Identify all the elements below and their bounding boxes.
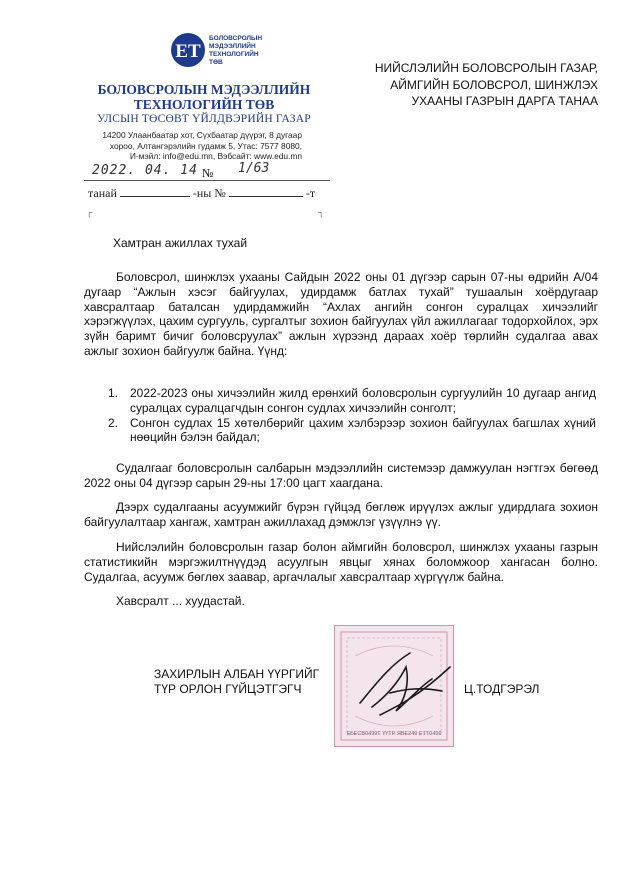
letter-date: 2022. 04. 14 <box>92 163 198 178</box>
address-line: 14200 Улаанбаатар хот, Сүхбаатар дүүрэг, 8 дугаар <box>102 130 302 140</box>
paragraph-text: Хавсралт ... хуудастай. <box>116 594 245 608</box>
attachment-note <box>84 594 598 609</box>
signatory-title-line: ЗАХИРЛЫН АЛБАН ҮҮРГИЙГ <box>154 667 320 681</box>
signatory-name: Ц.ТОДГЭРЭЛ <box>464 682 540 696</box>
handwritten-signature <box>350 645 460 725</box>
signatory-title <box>154 667 319 697</box>
reply-suffix: -т <box>305 186 316 200</box>
org-logo <box>168 30 288 70</box>
corner-mark-left: ┌ <box>86 207 93 217</box>
list-number: 1. <box>108 386 119 400</box>
reply-reference <box>88 186 315 201</box>
letter-subject: Хамтран ажиллах тухай <box>113 236 248 250</box>
org-logo-mark <box>168 30 288 70</box>
date-underline <box>84 180 330 181</box>
letter-number: 1/63 <box>238 161 270 176</box>
reply-date-blank <box>120 196 190 197</box>
reply-prefix: танай <box>88 186 117 200</box>
number-label: № <box>202 166 214 180</box>
corner-mark-right: ┐ <box>318 207 325 217</box>
logo-text-line: ТЕХНОЛОГИЙН <box>209 51 259 58</box>
body-paragraph-1 <box>84 270 598 359</box>
paragraph-text: Дээрх судалгааны асуумжийг бүрэн гүйцэд бөглөж ирүүлэх ажлыг удирдлага зохион байгуулалтаар хангаж, хамтран ажиллахад дэмжлэг үзүүлнэ үү. <box>84 500 598 529</box>
signatory-title-line: ТҮР ОРЛОН ГҮЙЦЭТГЭГЧ <box>154 682 302 696</box>
org-address <box>96 130 302 162</box>
org-name-line1: БОЛОВСРОЛЫН МЭДЭЭЛЛИЙН <box>97 82 311 97</box>
reply-number-blank <box>229 196 303 197</box>
paragraph-text: Боловсрол, шинжлэх ухааны Сайдын 2022 оны 01 дүгээр сарын 07-ны өдрийн А/04 дугаар “Ажлын хэсэг байгуулах, удирдамж батлах тухай” тушаалын хоёрдугаар хавсралтаар баталсан удирдамжийн “Ахлах ангийн сонгон суралцах хичээлийг хэрэгжүүлэх, цахим сургууль, сургалтыг зохион байгуулах үйл ажиллагааг тодорхойлох, эрх зүйн баримт бичиг боловсруулах” ажлын хүрээнд дараах хоёр төрлийн судалгаа авах ажлыг зохион байгуулж байна. Үүнд: <box>84 270 598 358</box>
list-text: Сонгон судлах 15 хөтөлбөрийг цахим хэлбэрээр зохион байгуулах багшлах хүний нөөцийн бэлэн байдал; <box>130 415 596 445</box>
body-paragraph-2 <box>84 461 598 491</box>
address-line: И-мэйл: info@edu.mn, Вэбсайт: www.edu.mn <box>129 151 302 161</box>
logo-mark-text: ЕТ <box>175 41 201 62</box>
recipient-line: АЙМГИЙН БОЛОВСРОЛ, ШИНЖЛЭХ <box>390 77 598 92</box>
logo-text-line: МЭДЭЭЛЛИЙН <box>209 43 256 50</box>
list-text: 2022-2023 оны хичээлийн жилд ерөнхий боловсролын сургуулийн 10 дугаар ангид суралцах суралцагчдын сонгон судлах хичээлийн сонголт; <box>130 386 596 415</box>
logo-text-line: ТӨВ <box>209 59 223 66</box>
logo-text-line: БОЛОВСРОЛЫН <box>209 35 263 42</box>
body-paragraph-4 <box>84 540 598 584</box>
reply-middle: -ны № <box>192 186 226 200</box>
signature-scribble <box>350 645 460 725</box>
org-name-line2: ТЕХНОЛОГИЙН ТӨВ <box>133 97 275 112</box>
address-line: хороо, Алтангэрэлийн гудамж 5, Утас: 7577 8080, <box>109 140 302 151</box>
org-name <box>80 82 328 112</box>
org-subtitle: УЛСЫН ТӨСӨВТ ҮЙЛДВЭРИЙН ГАЗАР <box>97 113 311 125</box>
recipient-line: УХААНЫ ГАЗРЫН ДАРГА ТАНАА <box>411 94 598 108</box>
recipient-block <box>340 60 598 110</box>
stamp-text: ЕБЕСВ0499Т ҮҮТР ЯВЕ249 ЕТТ0499 <box>346 731 442 737</box>
paragraph-text: Судалгааг боловсролын салбарын мэдээллийн системээр дамжуулан нэгтгэх бөгөөд 2022 оны 04 дүгээр сарын 29-ны 17:00 цагт хаагдана. <box>84 461 598 490</box>
numbered-list <box>108 386 596 445</box>
recipient-line: НИЙСЛЭЛИЙН БОЛОВСРОЛЫН ГАЗАР, <box>374 61 598 75</box>
signature-stroke <box>360 653 450 715</box>
list-item <box>108 386 596 416</box>
list-number: 2. <box>108 415 119 430</box>
paragraph-text: Нийслэлийн боловсролын газар болон аймгийн боловсрол, шинжлэх ухааны газрын статистикийн мэргэжилтнүүдэд асуулгын явцыг хянах боломжоор хангасан болно. Судалгаа, асуумж бөглөх заавар, аргачлалыг хавсралтаар хүргүүлж байна. <box>84 540 598 584</box>
body-paragraph-3 <box>84 500 598 530</box>
list-item <box>108 416 596 446</box>
